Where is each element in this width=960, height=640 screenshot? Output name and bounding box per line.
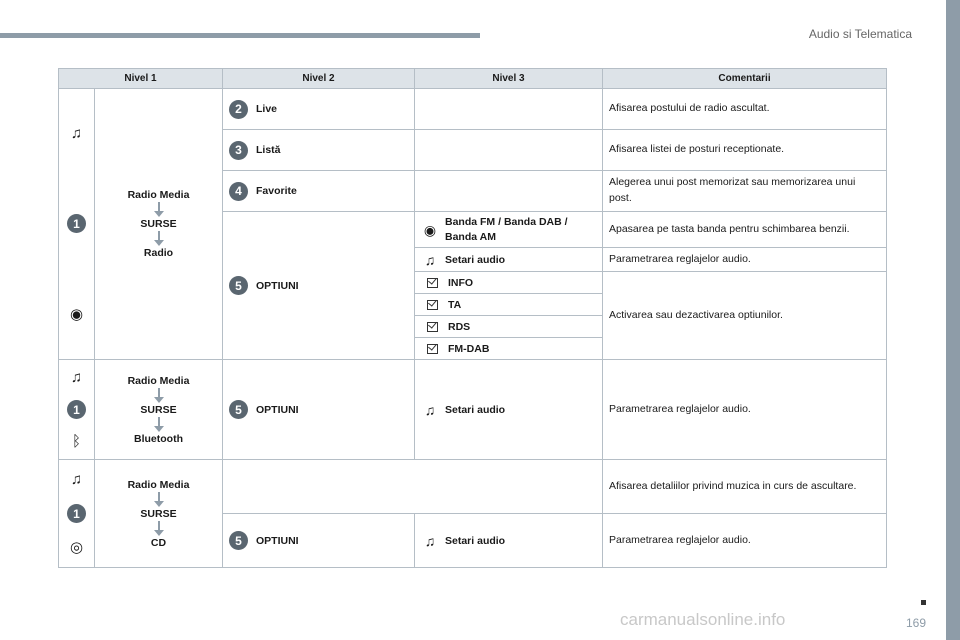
table-row: [59, 360, 887, 460]
header-nivel3: Nivel 3: [415, 69, 603, 89]
header-nivel2: Nivel 2: [223, 69, 415, 89]
table-row: [59, 89, 887, 130]
fm-am-icon: ◉: [423, 221, 437, 238]
level3-cell: [415, 248, 603, 272]
level-badge: 1: [67, 504, 86, 523]
setari-audio-label: Setari audio: [445, 253, 506, 266]
separator: /: [495, 215, 504, 228]
music-note-icon: ♫: [70, 471, 83, 488]
step-badge: 5: [229, 276, 248, 295]
level3-cell: [415, 294, 603, 316]
separator: /: [561, 215, 568, 228]
comment-cell: Afisarea detaliilor privind muzica in curs de ascultare.: [603, 460, 887, 514]
header-nivel1: Nivel 1: [59, 69, 223, 89]
nivel1-item: Radio Media: [127, 189, 190, 201]
comment-cell: Parametrarea reglajelor audio.: [603, 360, 887, 460]
level2-cell: [223, 460, 603, 514]
level3-cell: [415, 360, 603, 460]
nivel1-cell: [95, 460, 223, 568]
step-badge: 3: [229, 141, 248, 160]
level2-label: OPTIUNI: [256, 279, 299, 292]
nivel1-item: CD: [150, 536, 167, 549]
comment-cell: Apasarea pe tasta banda pentru schimbarea benzii.: [603, 212, 887, 248]
section-title: Audio si Telematica: [808, 27, 912, 41]
option-label: FM-DAB: [448, 342, 490, 355]
level2-label: Live: [256, 103, 278, 115]
setari-audio-label: Setari audio: [445, 534, 506, 547]
header-comentarii: Comentarii: [603, 69, 887, 89]
checkbox-icon: [427, 322, 438, 332]
level3-cell: [415, 171, 603, 212]
level3-cell: [415, 514, 603, 568]
step-badge: 5: [229, 531, 248, 550]
step-badge: 4: [229, 182, 248, 201]
nivel1-item: SURSE: [140, 218, 177, 230]
icon-cell: [59, 89, 95, 360]
nivel1-item: Radio Media: [127, 374, 190, 387]
option-label: TA: [448, 298, 462, 311]
comment-cell: Afisarea postului de radio ascultat.: [603, 89, 887, 130]
nivel1-item: SURSE: [140, 403, 177, 416]
down-arrow-icon: [154, 388, 164, 403]
music-note-icon: ♫: [424, 401, 436, 418]
table-row: [59, 460, 887, 514]
level3-cell: [415, 89, 603, 130]
banda-fm: Banda FM: [445, 215, 496, 228]
level2-label: OPTIUNI: [256, 403, 299, 416]
cd-icon: ◎: [69, 539, 84, 556]
page-number: 169: [905, 616, 926, 630]
level3-cell: [415, 338, 603, 360]
music-note-icon: ♫: [70, 124, 83, 142]
down-arrow-icon: [154, 492, 164, 507]
music-note-icon: ♫: [70, 369, 83, 386]
down-arrow-icon: [154, 417, 164, 432]
page-dot: [921, 600, 926, 605]
comment-cell: Alegerea unui post memorizat sau memorizarea unui post.: [603, 171, 887, 212]
level2-cell: [223, 514, 415, 568]
checkbox-icon: [427, 344, 438, 354]
step-badge: 2: [229, 100, 248, 119]
level-badge: 1: [67, 400, 86, 419]
nivel1-item: Radio: [143, 247, 174, 259]
level3-cell: [415, 316, 603, 338]
option-label: RDS: [448, 320, 471, 333]
nivel1-item: SURSE: [140, 507, 177, 520]
music-note-icon: ♫: [424, 532, 436, 549]
level2-cell: [223, 360, 415, 460]
nivel1-cell: [95, 360, 223, 460]
level3-cell: [415, 272, 603, 294]
comment-cell: Parametrarea reglajelor audio.: [603, 248, 887, 272]
setari-audio-label: Setari audio: [445, 403, 506, 416]
watermark: carmanualsonline.info: [620, 610, 786, 629]
down-arrow-icon: [154, 521, 164, 536]
comment-cell: Parametrarea reglajelor audio.: [603, 514, 887, 568]
banda-dab: Banda DAB: [503, 215, 562, 228]
music-note-icon: ♫: [424, 251, 436, 268]
header-bar: [0, 33, 480, 38]
bluetooth-icon: ᛒ: [71, 433, 81, 450]
checkbox-icon: [427, 278, 438, 288]
menu-table: [58, 68, 887, 568]
step-badge: 5: [229, 400, 248, 419]
level2-label: OPTIUNI: [256, 534, 299, 547]
checkbox-icon: [427, 300, 438, 310]
side-bar: [946, 0, 960, 640]
level3-cell: [415, 212, 603, 248]
comment-cell: Activarea sau dezactivarea optiunilor.: [603, 272, 887, 360]
nivel1-cell: [95, 89, 223, 360]
icon-cell: [59, 360, 95, 460]
down-arrow-icon: [154, 231, 164, 246]
header-row: [59, 69, 887, 89]
icon-cell: [59, 460, 95, 568]
level2-label: Favorite: [256, 185, 297, 197]
level2-cell: [223, 130, 415, 171]
down-arrow-icon: [154, 202, 164, 217]
level2-cell: [223, 89, 415, 130]
level2-label: Listă: [256, 144, 281, 156]
nivel1-item: Radio Media: [127, 478, 190, 491]
radio-icon: ◉: [69, 306, 84, 324]
nivel1-item: Bluetooth: [134, 432, 183, 445]
option-label: INFO: [448, 276, 474, 289]
level2-cell: [223, 212, 415, 360]
comment-cell: Afisarea listei de posturi receptionate.: [603, 130, 887, 171]
level3-cell: [415, 130, 603, 171]
banda-am: Banda AM: [445, 230, 496, 243]
level2-cell: [223, 171, 415, 212]
level-badge: 1: [67, 214, 86, 233]
